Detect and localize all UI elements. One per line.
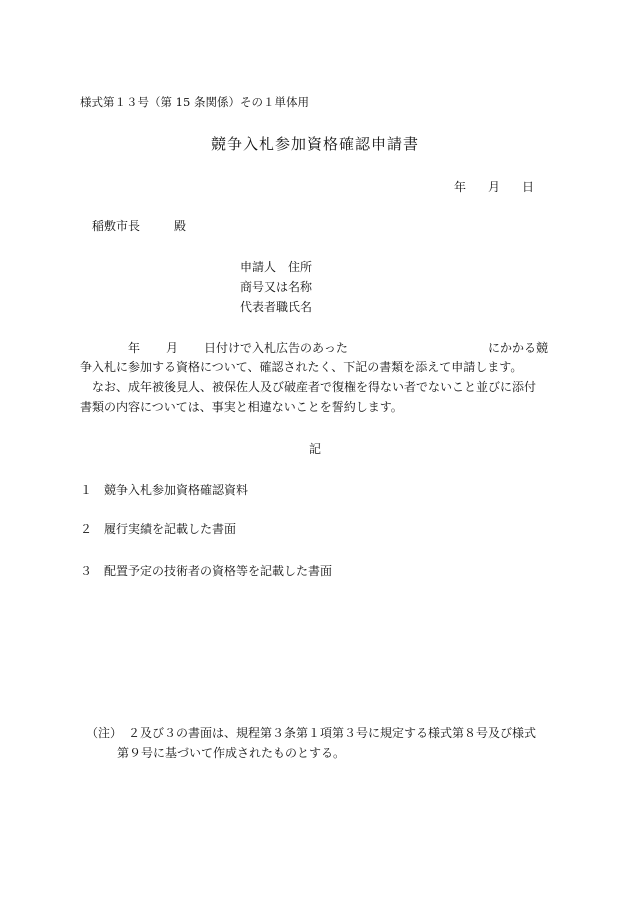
- ki-heading: 記: [308, 442, 321, 456]
- list-item-number: ３: [80, 564, 93, 578]
- list-item-text: 配置予定の技術者の資格等を記載した書面: [104, 564, 333, 578]
- body-line-4: 書類の内容については、事実と相違ないことを誓約します。: [80, 400, 403, 414]
- list-item: [80, 484, 248, 496]
- form-number: 様式第１３号（第 15 条関係）その１単体用: [80, 95, 309, 109]
- date-month-label: 月: [488, 180, 501, 194]
- date-day-label: 日: [522, 180, 535, 194]
- body-month-label: 月: [166, 341, 179, 355]
- applicant-representative-label: 代表者職氏名: [240, 300, 313, 314]
- list-item-number: ２: [80, 522, 93, 536]
- document-title: 競争入札参加資格確認申請書: [210, 135, 419, 153]
- note-line-2: 第９号に基づいて作成されたものとする。: [117, 746, 346, 760]
- addressee-name: 稲敷市長: [92, 219, 141, 233]
- date-line: [454, 181, 534, 193]
- applicant-address-row: [240, 261, 312, 273]
- addressee-honorific: 殿: [174, 219, 187, 233]
- list-item: [80, 565, 332, 577]
- list-item: [80, 523, 236, 535]
- list-item-number: １: [80, 483, 93, 497]
- body-line-3: なお、成年被後見人、被保佐人及び破産者で復権を得ない者でないこと並びに添付: [80, 380, 537, 394]
- note-label: （注）: [86, 726, 123, 740]
- note-line-1: ２及び３の書面は、規程第３条第１項第３号に規定する様式第８号及び様式: [128, 726, 537, 740]
- applicant-address-label: 住所: [288, 260, 313, 274]
- list-item-text: 履行実績を記載した書面: [104, 522, 237, 536]
- body-notice-text: 日付けで入札広告のあった: [204, 341, 348, 355]
- list-item-text: 競争入札参加資格確認資料: [104, 483, 249, 497]
- body-line1-end: にかかる競: [488, 341, 549, 355]
- applicant-heading: 申請人: [240, 260, 277, 274]
- body-line-2: 争入札に参加する資格について、確認されたく、下記の書類を添えて申請します。: [80, 360, 523, 374]
- addressee: [92, 220, 186, 232]
- applicant-name-label: 商号又は名称: [240, 280, 313, 294]
- body-year-label: 年: [128, 341, 141, 355]
- date-year-label: 年: [454, 180, 467, 194]
